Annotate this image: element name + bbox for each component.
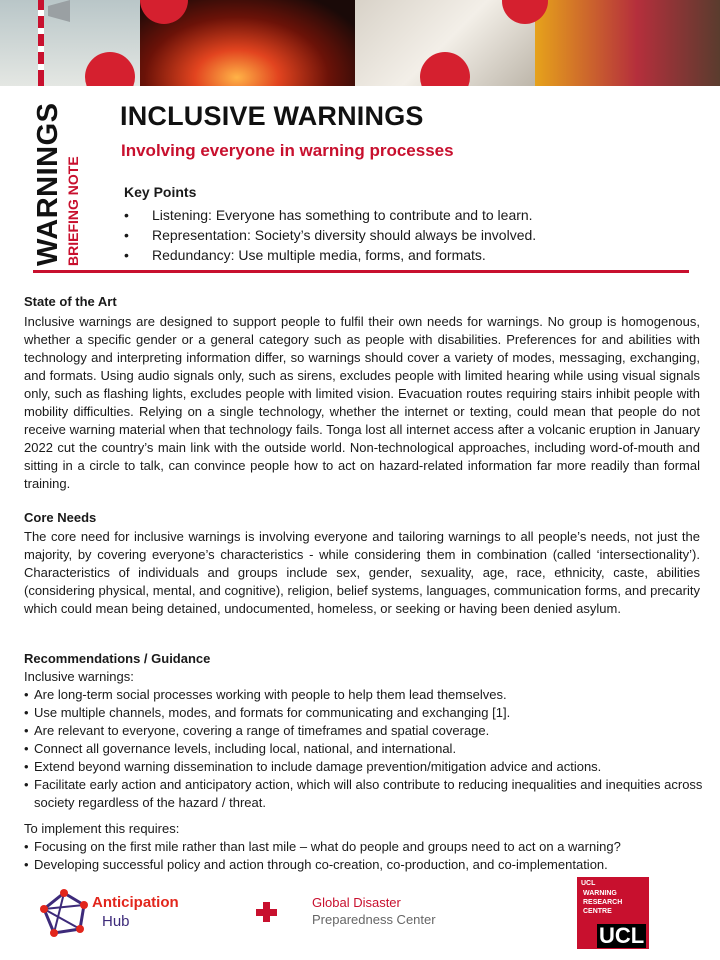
ucl-bottom-label: UCL (599, 923, 645, 948)
list-item: • Developing successful policy and action through co-creation, co-production, and co-implementation. (24, 856, 704, 874)
header-banner (0, 0, 720, 86)
section-heading-recommendations: Recommendations / Guidance (24, 651, 211, 666)
anticipation-hub-line2: Hub (102, 913, 130, 930)
key-point-item: • Representation: Society’s diversity should always be involved. (124, 225, 536, 245)
section-heading-state-of-art: State of the Art (24, 294, 117, 309)
red-cross-crescent-icon (256, 899, 304, 925)
anticipation-hub-logo (40, 889, 200, 937)
list-item: • Facilitate early action and anticipatory action, which will also contribute to reducing inequalities and inequities across society regardless of the hazard / threat. (24, 776, 704, 812)
key-points-list (124, 205, 536, 265)
implement-list (24, 838, 704, 874)
gdpc-line2: Preparedness Center (312, 912, 436, 927)
list-item: • Use multiple channels, modes, and formats for communicating and exchanging [1]. (24, 704, 704, 722)
ucl-warning-research-centre-logo (577, 877, 649, 949)
page-title: INCLUSIVE WARNINGS (120, 101, 424, 131)
implement-intro: To implement this requires: (24, 821, 180, 836)
ucl-wrc-label: WARNING RESEARCH CENTRE (583, 890, 623, 915)
gdpc-line1: Global Disaster (312, 895, 401, 910)
list-item: • Are relevant to everyone, covering a range of timeframes and spatial coverage. (24, 722, 704, 740)
ucl-top-label: UCL (581, 880, 596, 887)
side-label (32, 98, 84, 266)
section-body-state-of-art: Inclusive warnings are designed to support people to fulfil their own needs for warnings. No group is homogenous, whether a specific gender or a general category such as people with disabilities. Preferences for and abilities with technology and interpreting information differ, so warnings should cover a variety of modes, messaging, exchanging, and formats. Using audio signals only, such as sirens, excludes people with limited hearing while using visual signals only, such as flashing lights, excludes people with limited vision. Evacuation routes requiring stairs inhibit people with mobility difficulties. Relying on a single technology, whether the internet or texting, could mean that people do not receive warning material when that technology fails. Tonga lost all internet access after a volcanic eruption in January 2022 cut the country’s main link with the outside world. Non-technological approaches, including word-of-mouth and sitting in a circle to talk, can convince people how to act on hazard-related information far more readily than formal training. (24, 314, 700, 491)
recommendations-intro: Inclusive warnings: (24, 669, 134, 684)
key-point-item: • Listening: Everyone has something to contribute and to learn. (124, 205, 536, 225)
network-icon (40, 889, 90, 937)
header-divider (33, 270, 689, 273)
key-point-item: • Redundancy: Use multiple media, forms, and formats. (124, 245, 536, 265)
anticipation-hub-line1: Anticipation (92, 894, 179, 911)
banner-photo-people (535, 0, 720, 86)
list-item: • Connect all governance levels, including local, national, and international. (24, 740, 704, 758)
section-heading-core-needs: Core Needs (24, 510, 97, 525)
section-body-core-needs: The core need for inclusive warnings is involving everyone and tailoring warnings to all people’s needs, not just the majority, by covering everyone’s characteristics - while considering them in combination (called ‘intersectionality’). Characteristics of individuals and groups include sex, gender, sexuality, age, race, ethnicity, caste, abilities (considering physical, mental, and cognitive), religion, belief systems, languages, communication forms, and precarity which could mean being detained, undocumented, homeless, or seeking or having been denied asylum. (24, 529, 700, 616)
list-item: • Are long-term social processes working with people to help them lead themselves. (24, 686, 704, 704)
recommendations-list (24, 686, 704, 812)
key-points-heading: Key Points (124, 184, 197, 200)
loudspeaker-icon (26, 0, 96, 86)
list-item: • Extend beyond warning dissemination to include damage prevention/mitigation advice and actions. (24, 758, 704, 776)
gdpc-logo (256, 893, 456, 933)
list-item: • Focusing on the first mile rather than last mile – what do people and groups need to act on a warning? (24, 838, 704, 856)
side-label-warnings: WARNINGS (32, 102, 64, 266)
side-label-briefing-note: BRIEFING NOTE (65, 156, 81, 266)
page-subtitle: Involving everyone in warning processes (121, 141, 454, 160)
